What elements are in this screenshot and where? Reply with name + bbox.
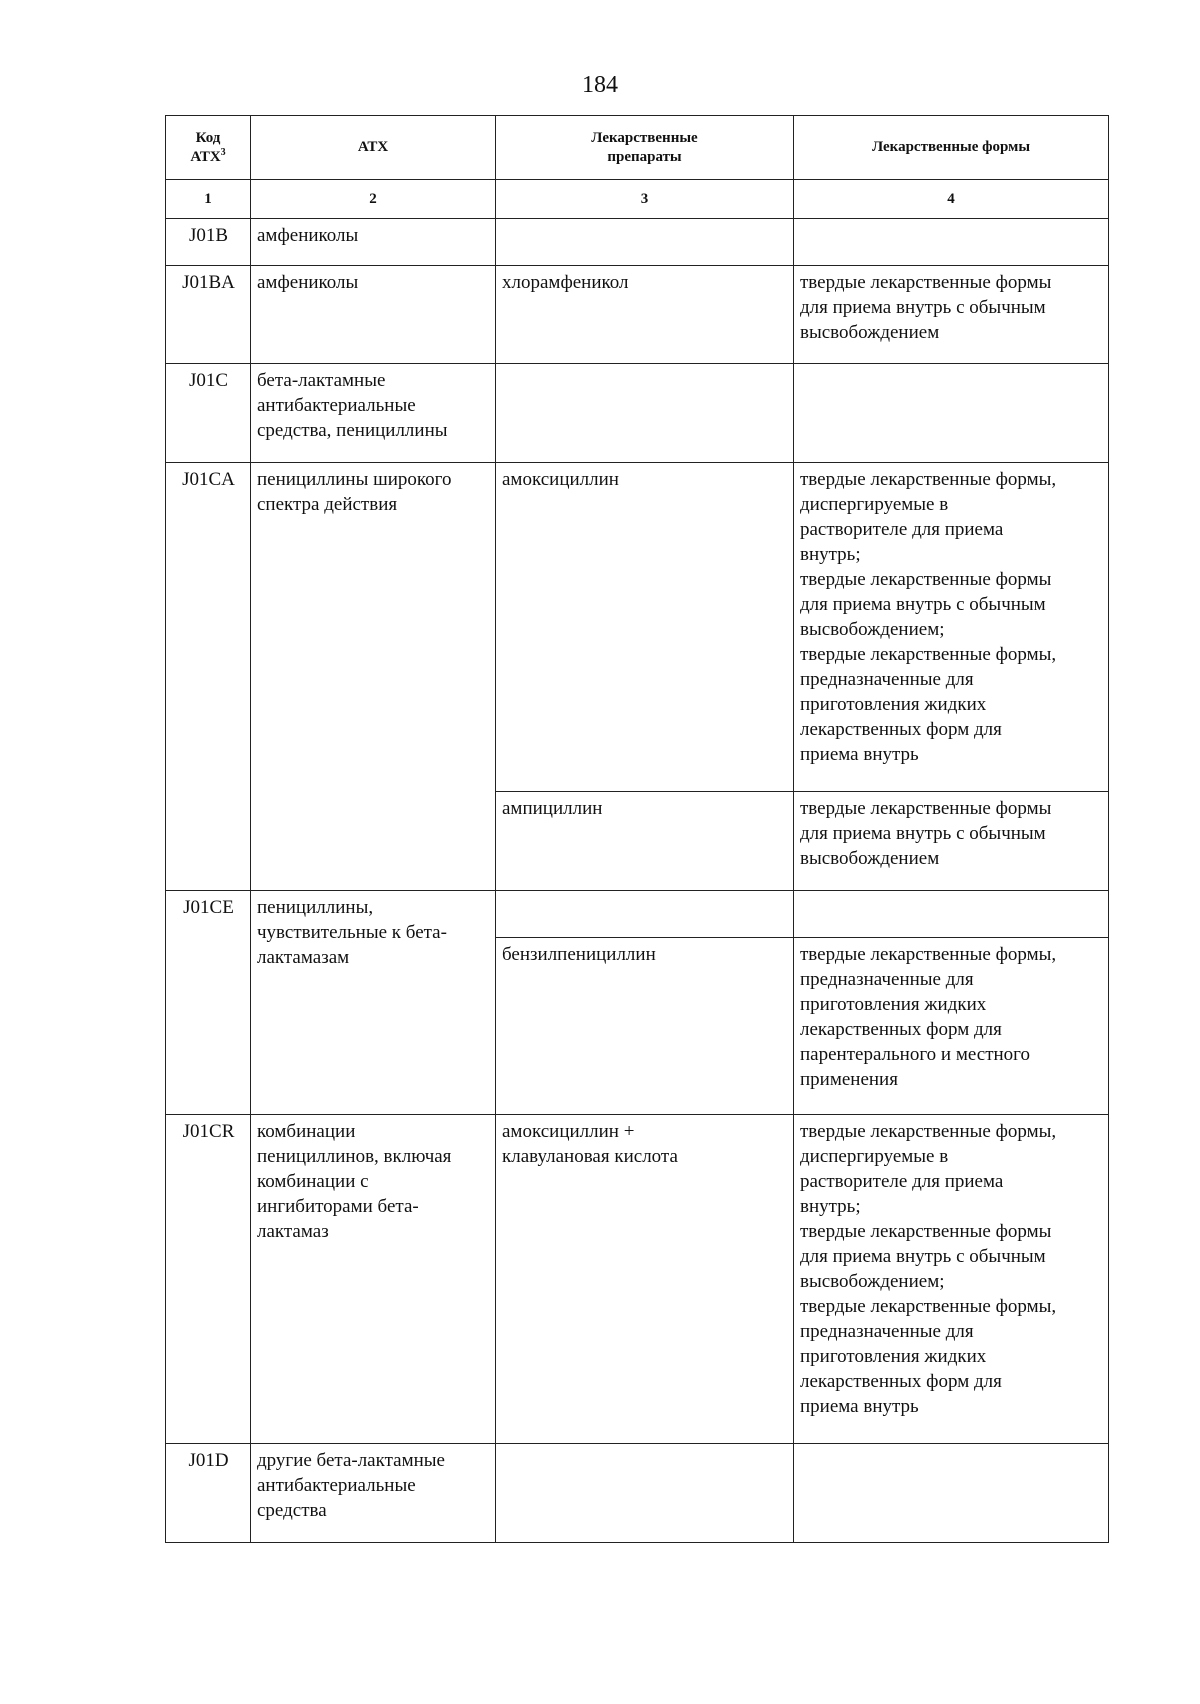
atx-name-cell: комбинации пенициллинов, включая комбинации с ингибиторами бета- лактамаз <box>251 1115 496 1444</box>
table-row <box>166 1115 1109 1444</box>
forms-cell <box>794 219 1109 266</box>
column-number: 4 <box>794 180 1109 219</box>
atx-code-cell: J01BA <box>166 266 251 364</box>
atx-name-cell: другие бета-лактамные антибактериальные средства <box>251 1444 496 1543</box>
table-row <box>166 364 1109 463</box>
drug-cell <box>496 1444 794 1543</box>
atx-table <box>165 115 1109 1543</box>
table-row <box>166 219 1109 266</box>
atx-name-cell: пенициллины широкого спектра действия <box>251 463 496 891</box>
drug-cell: амоксициллин <box>496 463 794 792</box>
forms-cell <box>794 1444 1109 1543</box>
column-number: 1 <box>166 180 251 219</box>
drug-cell <box>496 364 794 463</box>
header-atx: АТХ <box>251 116 496 180</box>
forms-cell: твердые лекарственные формы, диспергируемые в растворителе для приема внутрь; твердые лекарственные формы для приема внутрь с обычным высвобождением; твердые лекарственные формы, предназначенные для приготовления жидких лекарственных форм для приема внутрь <box>794 1115 1109 1444</box>
column-number: 2 <box>251 180 496 219</box>
atx-code-cell: J01B <box>166 219 251 266</box>
forms-cell: твердые лекарственные формы для приема внутрь с обычным высвобождением <box>794 266 1109 364</box>
table-row <box>166 1444 1109 1543</box>
column-number: 3 <box>496 180 794 219</box>
atx-name-cell: бета-лактамные антибактериальные средства, пенициллины <box>251 364 496 463</box>
forms-cell <box>794 891 1109 938</box>
forms-cell: твердые лекарственные формы для приема внутрь с обычным высвобождением <box>794 792 1109 891</box>
atx-code-cell: J01C <box>166 364 251 463</box>
table-row <box>166 463 1109 792</box>
header-drugs: Лекарственные препараты <box>496 116 794 180</box>
drug-cell: ампициллин <box>496 792 794 891</box>
forms-cell <box>794 364 1109 463</box>
table-row <box>166 266 1109 364</box>
header-atx-code: Код АТХ$^3$ <box>166 116 251 180</box>
header-dosage-forms: Лекарственные формы <box>794 116 1109 180</box>
page-number: 184 <box>582 72 618 98</box>
drug-cell <box>496 219 794 266</box>
header-row <box>166 116 1109 180</box>
footnote-marker: 3 <box>220 146 226 158</box>
atx-name-cell: пенициллины, чувствительные к бета- лактамазам <box>251 891 496 1115</box>
atx-name-cell: амфениколы <box>251 219 496 266</box>
column-number-row <box>166 180 1109 219</box>
forms-cell: твердые лекарственные формы, диспергируемые в растворителе для приема внутрь; твердые лекарственные формы для приема внутрь с обычным высвобождением; твердые лекарственные формы, предназначенные для приготовления жидких лекарственных форм для приема внутрь <box>794 463 1109 792</box>
drug-cell: хлорамфеникол <box>496 266 794 364</box>
drug-cell: бензилпенициллин <box>496 938 794 1115</box>
atx-code-cell: J01CA <box>166 463 251 891</box>
drug-cell: амоксициллин + клавулановая кислота <box>496 1115 794 1444</box>
forms-cell: твердые лекарственные формы, предназначенные для приготовления жидких лекарственных форм для парентерального и местного применения <box>794 938 1109 1115</box>
atx-code-cell: J01CR <box>166 1115 251 1444</box>
drug-cell <box>496 891 794 938</box>
table-row <box>166 891 1109 938</box>
atx-code-cell: J01D <box>166 1444 251 1543</box>
atx-name-cell: амфениколы <box>251 266 496 364</box>
atx-code-cell: J01CE <box>166 891 251 1115</box>
